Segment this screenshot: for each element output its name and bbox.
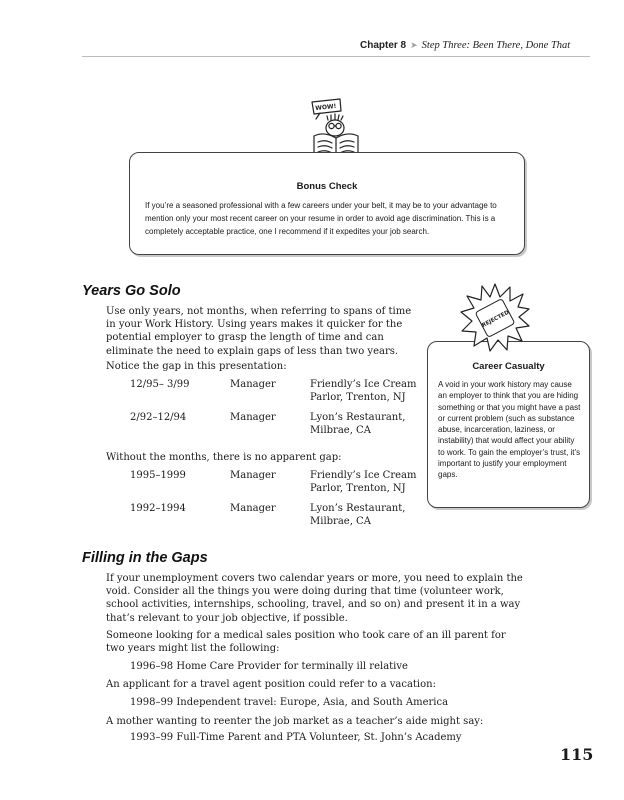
rejected-stamp-icon bbox=[460, 283, 530, 353]
running-header bbox=[360, 40, 570, 51]
career-casualty-text: A void in your work history may cause an employer to think that you are hiding something or that you might have a past or current problem (such as substance abuse, incarceration, laziness, or instability) that would affect your ability to work. To gain the employer’s trust, it’s important to justify your employment gaps. bbox=[438, 380, 581, 480]
chapter-label: Chapter 8 bbox=[360, 40, 407, 51]
medical-sales-lead: Someone looking for a medical sales position who took care of an ill parent for two years might list the following: bbox=[106, 630, 506, 655]
years-intro-paragraph: Use only years, not months, when referring to spans of time in your Work History. Using years makes it quicker for the potential employer to grasp the length of time and can eliminate the need to explain gaps of less than two years. bbox=[106, 306, 412, 357]
filling-gaps-heading: Filling in the Gaps bbox=[82, 550, 208, 566]
bonus-check-title: Bonus Check bbox=[296, 181, 358, 192]
bonus-check-text: If you’re a seasoned professional with a few careers under your belt, it may be to your advantage to mention only your most recent career on your resume in order to avoid age discrimination. This is a completely acceptable practice, one I recommend if it expedites your job search. bbox=[145, 201, 497, 236]
entry-title: Manager bbox=[230, 503, 276, 514]
header-divider bbox=[82, 56, 590, 57]
notice-gap-text: Notice the gap in this presentation: bbox=[106, 361, 287, 372]
entry-dates: 12/95– 3/99 bbox=[130, 379, 190, 390]
entry-place: Lyon’s Restaurant, Milbrae, CA bbox=[310, 503, 406, 528]
teacher-aide-lead: A mother wanting to reenter the job market as a teacher’s aide might say: bbox=[106, 716, 484, 727]
entry-dates: 1992–1994 bbox=[130, 503, 186, 514]
entry-title: Manager bbox=[230, 470, 276, 481]
entry-dates: 1995–1999 bbox=[130, 470, 186, 481]
entry-dates: 2/92–12/94 bbox=[130, 412, 187, 423]
years-go-solo-heading: Years Go Solo bbox=[82, 283, 181, 299]
bonus-check-box bbox=[129, 152, 525, 255]
rejected-stamp-text: REJECTED bbox=[481, 309, 511, 329]
example-travel: 1998–99 Independent travel: Europe, Asia, and South America bbox=[130, 697, 449, 708]
without-months-text: Without the months, there is no apparent gap: bbox=[106, 452, 342, 463]
travel-agent-lead: An applicant for a travel agent position could refer to a vacation: bbox=[106, 679, 436, 690]
entry-place: Friendly’s Ice Cream Parlor, Trenton, NJ bbox=[310, 470, 417, 495]
career-casualty-title: Career Casualty bbox=[472, 361, 545, 372]
wow-icon-text: WOW! bbox=[314, 102, 337, 113]
entry-title: Manager bbox=[230, 379, 276, 390]
entry-title: Manager bbox=[230, 412, 276, 423]
arrow-icon: ➤ bbox=[410, 40, 418, 50]
example-parent: 1993–99 Full-Time Parent and PTA Volunteer, St. John’s Academy bbox=[130, 732, 462, 743]
chapter-subtitle: Step Three: Been There, Done That bbox=[421, 40, 571, 51]
entry-place: Friendly’s Ice Cream Parlor, Trenton, NJ bbox=[310, 379, 417, 404]
example-home-care: 1996–98 Home Care Provider for terminally ill relative bbox=[130, 661, 408, 672]
page-number: 115 bbox=[560, 745, 594, 764]
gaps-intro-paragraph: If your unemployment covers two calendar years or more, you need to explain the void. Consider all the things you were doing during that time (volunteer work, school activities, internships, schooling, travel, and so on) and present it in a way that’s relevant to your job objective, if possible. bbox=[106, 573, 523, 624]
career-casualty-box bbox=[427, 341, 590, 508]
entry-place: Lyon’s Restaurant, Milbrae, CA bbox=[310, 412, 406, 437]
